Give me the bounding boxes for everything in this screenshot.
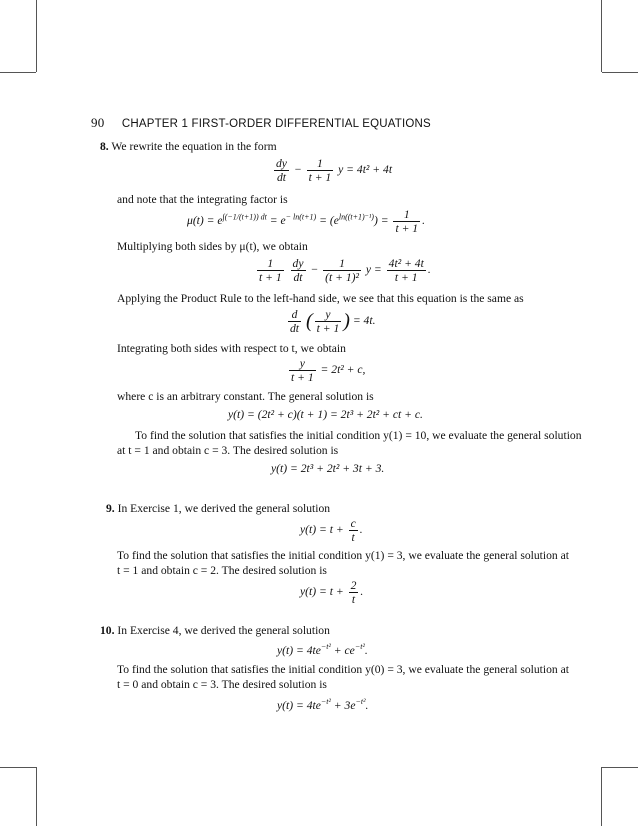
expression: + ce <box>330 643 355 657</box>
text-line: where c is an arbitrary constant. The general solution is <box>117 390 374 403</box>
text-line: t = 0 and obtain c = 3. The desired solution is <box>117 678 327 691</box>
expression: y(t) = 4te <box>277 698 321 712</box>
numerator: 4t² + 4t <box>388 257 424 270</box>
denominator: t <box>349 530 358 544</box>
denominator: t + 1 <box>387 270 426 284</box>
expression: y(t) = t + <box>300 523 344 537</box>
denominator: (t + 1)² <box>325 271 359 284</box>
numerator: y <box>299 357 305 370</box>
equation-8-7: y(t) = 2t³ + 2t² + 3t + 3. <box>271 462 385 475</box>
fraction <box>349 517 358 544</box>
text-line: To find the solution that satisfies the initial condition y(1) = 10, we evaluate the general solution <box>135 429 582 442</box>
fraction <box>289 357 316 384</box>
fraction <box>274 157 289 184</box>
equation-8-3 <box>255 257 431 284</box>
crop-mark <box>602 72 638 73</box>
text-line: at t = 1 and obtain c = 3. The desired solution is <box>117 444 339 457</box>
crop-mark <box>0 767 36 768</box>
denominator: t + 1 <box>316 322 340 335</box>
expression: μ(t) = e <box>187 214 223 228</box>
equation-rhs: = 4t. <box>352 314 376 328</box>
operator: − <box>310 263 319 277</box>
crop-mark <box>0 72 36 73</box>
numerator: 1 <box>403 208 410 221</box>
exercise-number: 9. <box>106 502 115 515</box>
exponent: ∫(−1/(t+1)) dt <box>222 212 267 222</box>
expression: = e <box>269 214 286 228</box>
equation-8-5 <box>287 357 365 384</box>
equation-9-2 <box>300 579 363 606</box>
equation-8-6: y(t) = (2t² + c)(t + 1) = 2t³ + 2t² + ct + c. <box>228 408 423 421</box>
numerator: 1 <box>317 157 323 170</box>
expression: y(t) = t + <box>300 585 344 599</box>
numerator: 1 <box>339 257 345 270</box>
page-number: 90 <box>91 115 105 130</box>
denominator: t + 1 <box>395 222 419 235</box>
equation-8-1 <box>272 157 392 184</box>
text-line: To find the solution that satisfies the initial condition y(0) = 3, we evaluate the general solution at <box>117 663 569 676</box>
fraction <box>307 157 334 184</box>
text-line: In Exercise 4, we derived the general solution <box>117 624 330 637</box>
equation-8-4 <box>286 308 375 335</box>
chapter-title: CHAPTER 1 FIRST-ORDER DIFFERENTIAL EQUATIONS <box>121 118 431 130</box>
crop-mark <box>601 0 602 72</box>
numerator: y <box>325 308 331 321</box>
equation-8-2 <box>187 208 425 235</box>
numerator: dy <box>292 257 304 270</box>
text-line: To find the solution that satisfies the initial condition y(1) = 3, we evaluate the general solution at <box>117 549 569 562</box>
crop-mark <box>601 767 602 826</box>
expression: y(t) = 4te <box>277 643 321 657</box>
equation-10-1 <box>277 642 368 657</box>
text-line: In Exercise 1, we derived the general solution <box>117 502 331 515</box>
fraction <box>349 579 359 606</box>
denominator: dt <box>274 170 289 184</box>
fraction <box>291 257 306 284</box>
punctuation: . <box>364 643 368 657</box>
expression: + 3e <box>330 698 356 712</box>
exercise-9-intro <box>106 502 330 516</box>
fraction <box>288 308 301 335</box>
exponent: −t² <box>320 697 331 706</box>
exponent: −t² <box>354 642 365 651</box>
paren: ( <box>305 310 313 332</box>
text-line: We rewrite the equation in the form <box>111 140 277 153</box>
exponent: ln((t+1)⁻¹) <box>338 212 374 222</box>
exercise-10-intro <box>100 624 330 638</box>
denominator: t + 1 <box>291 371 314 384</box>
denominator: t + 1 <box>259 271 282 284</box>
exercise-number: 8. <box>100 140 109 153</box>
fraction <box>323 257 361 284</box>
numerator: 2 <box>350 579 357 592</box>
fraction <box>257 257 284 284</box>
exercise-number: 10. <box>100 624 115 637</box>
numerator: d <box>291 308 298 321</box>
crop-mark <box>602 767 638 768</box>
exercise-8-intro <box>100 140 277 154</box>
paren: ) <box>343 310 350 332</box>
operator: − <box>293 163 302 177</box>
exponent: −t² <box>320 642 331 651</box>
expression: ) = <box>373 214 389 228</box>
exponent: − ln(t+1) <box>285 212 317 222</box>
fraction <box>387 257 426 284</box>
equation-rhs: = 2t² + c, <box>320 363 366 377</box>
punctuation: . <box>422 214 426 228</box>
denominator: dt <box>291 270 306 284</box>
expression: y = <box>365 263 382 277</box>
punctuation: . <box>360 585 364 599</box>
text-line: Multiplying both sides by μ(t), we obtain <box>117 240 308 253</box>
punctuation: . <box>427 263 431 277</box>
crop-mark <box>36 767 37 826</box>
text-line: Integrating both sides with respect to t, we obtain <box>117 342 346 355</box>
running-head <box>91 115 431 131</box>
fraction <box>393 208 420 235</box>
numerator: 1 <box>267 257 274 270</box>
text-line: Applying the Product Rule to the left-hand side, we see that this equation is the same as <box>117 292 524 305</box>
numerator: c <box>350 517 356 530</box>
exponent: −t² <box>355 697 366 706</box>
punctuation: . <box>365 698 369 712</box>
numerator: dy <box>276 157 287 170</box>
crop-mark <box>36 0 37 72</box>
text-line: and note that the integrating factor is <box>117 193 288 206</box>
equation-9-1 <box>300 517 363 544</box>
text-line: t = 1 and obtain c = 2. The desired solution is <box>117 564 327 577</box>
expression: = (e <box>319 214 339 228</box>
equation-rhs: y = 4t² + 4t <box>338 163 393 177</box>
equation-10-2 <box>277 697 368 712</box>
punctuation: . <box>359 523 363 537</box>
denominator: dt <box>290 322 300 335</box>
denominator: t <box>349 592 359 606</box>
fraction <box>315 308 342 335</box>
denominator: t + 1 <box>308 171 332 184</box>
